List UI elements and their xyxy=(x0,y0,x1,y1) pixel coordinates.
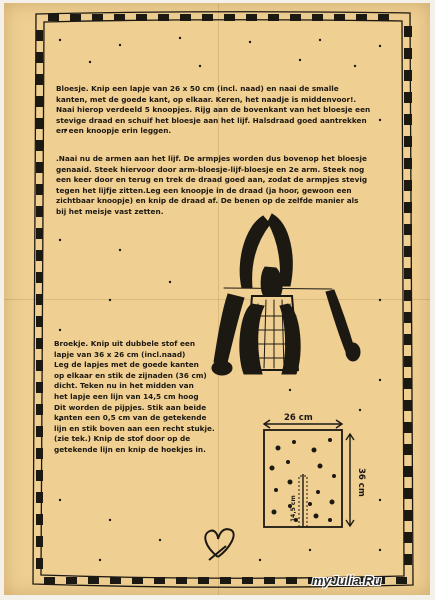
border-block xyxy=(404,400,412,411)
border-block xyxy=(404,554,412,565)
border-block xyxy=(396,577,407,584)
border-block xyxy=(246,14,257,21)
border-block xyxy=(404,422,412,433)
border-block xyxy=(404,268,412,279)
border-block xyxy=(404,356,412,367)
border-block xyxy=(242,577,253,584)
decor-dot xyxy=(119,44,121,46)
border-block xyxy=(404,444,412,455)
border-block xyxy=(404,378,412,389)
decor-dot xyxy=(299,59,301,61)
border-block xyxy=(36,536,43,547)
decor-dot xyxy=(59,499,61,501)
border-block xyxy=(36,250,43,261)
border-block xyxy=(36,228,43,239)
border-block xyxy=(268,14,279,21)
decor-dot xyxy=(354,65,356,67)
decor-dot xyxy=(59,39,61,41)
border-block xyxy=(404,92,412,103)
decor-dot xyxy=(89,61,91,63)
border-block xyxy=(404,224,412,235)
border-block xyxy=(154,577,165,584)
border-block xyxy=(36,558,43,569)
border-block xyxy=(88,577,99,584)
border-block xyxy=(404,312,412,323)
border-block xyxy=(158,14,169,21)
border-block xyxy=(132,577,143,584)
decor-dot xyxy=(379,499,381,501)
border-block xyxy=(404,246,412,257)
height-label: 36 cm xyxy=(356,468,366,497)
border-block xyxy=(92,14,103,21)
border-block xyxy=(312,14,323,21)
border-block xyxy=(36,162,43,173)
pants-pattern-diagram xyxy=(250,410,366,540)
border-block xyxy=(220,577,231,584)
border-block xyxy=(48,14,59,21)
border-block xyxy=(378,14,389,21)
border-block xyxy=(36,52,43,63)
border-block xyxy=(404,202,412,213)
decor-dot xyxy=(59,329,61,331)
decor-dot xyxy=(109,299,111,301)
border-block xyxy=(36,294,43,305)
blouse-instructions: Bloesje. Knip een lapje van 26 x 50 cm (incl. naad) en naai de smalle kanten, met de goede kant, op elkaar. Keren, het naadje is middenvoor!. Naai hierop verdeeld 5 knoopjes. Rijg aan de bovenkant van het bloesje een stevige draad en schuif het bloesje aan het lijf. Halsdraad goed aantrekken en een knoopje erin leggen. xyxy=(56,84,371,136)
border-block xyxy=(36,382,43,393)
decor-dot xyxy=(319,39,321,41)
border-block xyxy=(36,426,43,437)
decor-dot xyxy=(199,65,201,67)
border-block xyxy=(136,14,147,21)
border-block xyxy=(202,14,213,21)
decor-dot xyxy=(259,559,261,561)
inner-line-label: 14,5 cm xyxy=(290,495,297,522)
border-block xyxy=(36,404,43,415)
border-block xyxy=(70,14,81,21)
border-block xyxy=(66,577,77,584)
arms-instructions: .Naai nu de armen aan het lijf. De armpjes worden dus bovenop het bloesje genaaid. Steek hiervoor door arm-bloesje-lijf-bloesje en 2e arm. Steek nog een keer door en terug en trek de draad goed aan, zodat de armpjes stevig tegen het lijfje zitten.Leg een knoopje in de draad (ja hoor, gewoon een zichtbaar knoopje) en knip de draad af. De benen op de zelfde manier als bij het meisje vast zetten. xyxy=(56,154,368,216)
border-block xyxy=(356,14,367,21)
border-block xyxy=(36,338,43,349)
decor-dot xyxy=(119,249,121,251)
border-block xyxy=(36,492,43,503)
border-block xyxy=(36,74,43,85)
border-block xyxy=(114,14,125,21)
decor-dot xyxy=(169,281,171,283)
border-block xyxy=(404,180,412,191)
decor-dot xyxy=(379,45,381,47)
heart-doodle xyxy=(205,529,233,560)
decor-dot xyxy=(59,239,61,241)
border-block xyxy=(44,577,55,584)
border-block xyxy=(264,577,275,584)
border-block xyxy=(176,577,187,584)
border-block xyxy=(404,158,412,169)
border-block xyxy=(36,360,43,371)
border-block xyxy=(286,577,297,584)
border-block xyxy=(404,488,412,499)
decor-dot xyxy=(109,519,111,521)
decor-dot xyxy=(249,41,251,43)
border-block xyxy=(36,184,43,195)
border-block xyxy=(36,470,43,481)
border-block xyxy=(404,334,412,345)
decor-dot xyxy=(99,559,101,561)
pants-instructions: Broekje. Knip uit dubbele stof een lapje van 36 x 26 cm (incl.naad) Leg de lapjes met de goede kanten op elkaar en stik de zijnaden (36 cm) dicht. Teken nu in het midden van het lapje een lijn van 14,5 cm hoog Dit worden de pijpjes. Stik aan beide kanten een 0,5 cm van de getekende lijn en stik boven aan een recht stukje. (zie tek.) Knip de stof door op de getekende lijn en knip de hoekjes in. xyxy=(54,339,215,454)
border-block xyxy=(404,532,412,543)
border-block xyxy=(404,70,412,81)
site-watermark: myJulia.Ru xyxy=(312,573,382,588)
border-block xyxy=(36,30,43,41)
decor-dot xyxy=(179,37,181,39)
border-block xyxy=(36,206,43,217)
border-block xyxy=(404,466,412,477)
decor-dot xyxy=(289,389,291,391)
border-block xyxy=(404,48,412,59)
decor-dot xyxy=(159,539,161,541)
width-label: 26 cm xyxy=(284,413,313,423)
border-block xyxy=(404,114,412,125)
border-block xyxy=(334,14,345,21)
decor-dot xyxy=(309,549,311,551)
border-block xyxy=(36,140,43,151)
border-block xyxy=(198,577,209,584)
border-block xyxy=(404,290,412,301)
border-block xyxy=(404,510,412,521)
border-block xyxy=(36,272,43,283)
decor-dot xyxy=(379,549,381,551)
border-block xyxy=(36,448,43,459)
border-block xyxy=(290,14,301,21)
border-block xyxy=(404,26,412,37)
border-block xyxy=(36,96,43,107)
border-block xyxy=(110,577,121,584)
border-block xyxy=(224,14,235,21)
border-block xyxy=(36,118,43,129)
border-block xyxy=(404,136,412,147)
border-block xyxy=(36,316,43,327)
border-block xyxy=(36,514,43,525)
border-block xyxy=(180,14,191,21)
